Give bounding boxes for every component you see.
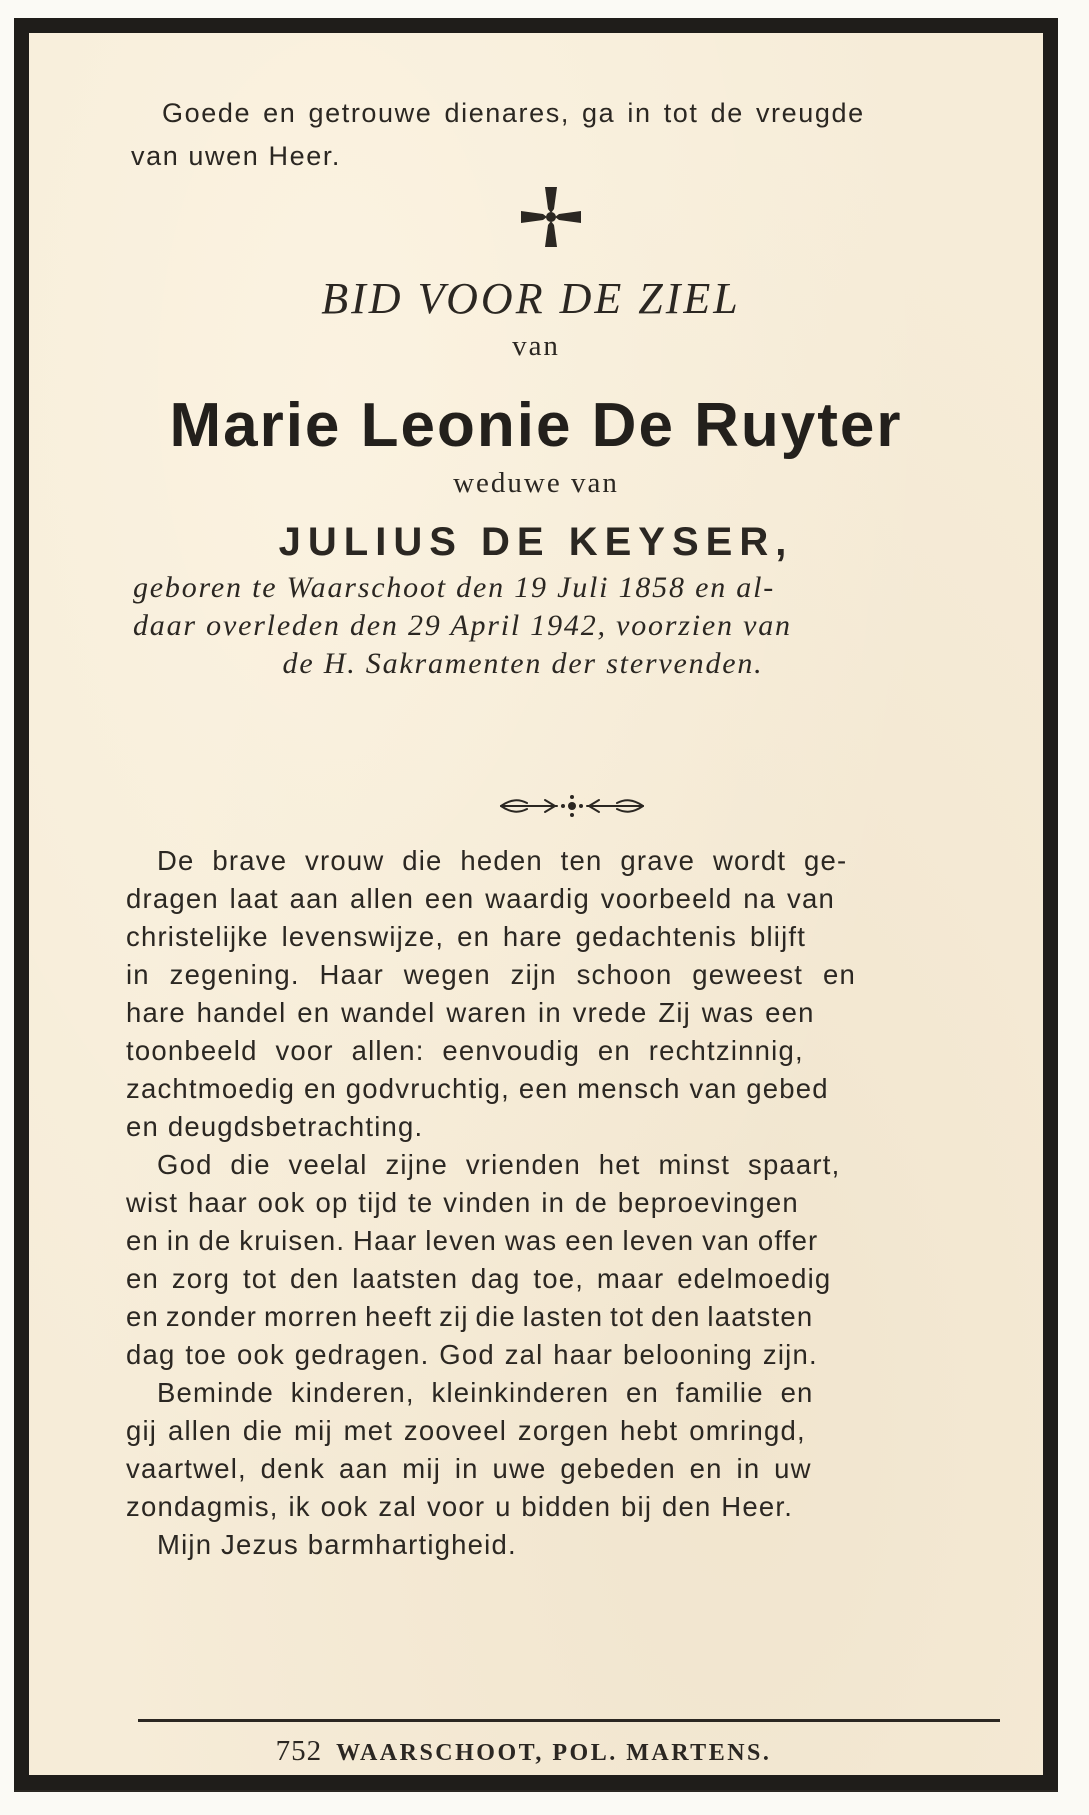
- prayer-heading: BID VOOR DE ZIEL: [321, 274, 741, 323]
- body-line: wist haar ook op tijd te vinden in de beproevingen: [126, 1187, 799, 1218]
- body-line: en zorg tot den laatsten dag toe, maar edelmoedig: [126, 1263, 832, 1294]
- body-line: en zonder morren heeft zij die lasten tot den laatsten: [126, 1301, 814, 1332]
- body-line: hare handel en wandel waren in vrede Zij was een: [126, 997, 815, 1028]
- deceased-name: Marie Leonie De Ruyter: [169, 391, 903, 460]
- body-line: toonbeeld voor allen: eenvoudig en rechtzinnig,: [126, 1035, 804, 1066]
- body-line: vaartwel, denk aan mij in uwe gebeden en in uw: [126, 1453, 812, 1484]
- body-line: en in de kruisen. Haar leven was een leven van offer: [126, 1225, 819, 1256]
- motto-line-2: van uwen Heer.: [131, 141, 342, 171]
- body-line: gij allen die mij met zooveel zorgen hebt omringd,: [126, 1415, 806, 1446]
- card-paper: [29, 33, 1043, 1775]
- bio-line-1: geboren te Waarschoot den 19 Juli 1858 en al-: [133, 571, 776, 604]
- memorial-card: [14, 18, 1058, 1790]
- card-number: 752: [275, 1735, 323, 1767]
- body-line: God die veelal zijne vrienden het minst spaart,: [157, 1149, 841, 1180]
- printer-name: WAARSCHOOT, POL. MARTENS.: [336, 1740, 772, 1766]
- body-line: De brave vrouw die heden ten grave wordt ge-: [157, 845, 848, 876]
- body-line: Mijn Jezus barmhartigheid.: [157, 1529, 517, 1560]
- body-line: in zegening. Haar wegen zijn schoon geweest en: [126, 959, 856, 990]
- body-line: christelijke levenswijze, en hare gedachtenis blijft: [126, 921, 807, 952]
- printer-footer: [29, 1735, 1043, 1768]
- body-line: zachtmoedig en godvruchtig, een mensch van gebed: [126, 1073, 829, 1104]
- body-line: en deugdsbetrachting.: [126, 1111, 424, 1142]
- body-line: zondagmis, ik ook zal voor u bidden bij den Heer.: [126, 1491, 794, 1522]
- body-line: dragen laat aan allen een waardig voorbeeld na van: [126, 883, 835, 914]
- ornament-divider-icon: [497, 791, 647, 821]
- van-label: van: [512, 330, 560, 362]
- footer-divider: [138, 1719, 1000, 1722]
- bio-line-3: de H. Sakramenten der stervenden.: [282, 647, 764, 680]
- body-line: dag toe ook gedragen. God zal haar belooning zijn.: [126, 1339, 818, 1370]
- body-line: Beminde kinderen, kleinkinderen en familie en: [157, 1377, 814, 1408]
- cross-icon: [517, 183, 585, 251]
- bio-line-2: daar overleden den 29 April 1942, voorzien van: [133, 609, 792, 642]
- widow-of-label: weduwe van: [453, 467, 619, 499]
- motto-line-1: Goede en getrouwe dienares, ga in tot de vreugde: [162, 98, 865, 128]
- husband-name: JULIUS DE KEYSER,: [278, 520, 794, 564]
